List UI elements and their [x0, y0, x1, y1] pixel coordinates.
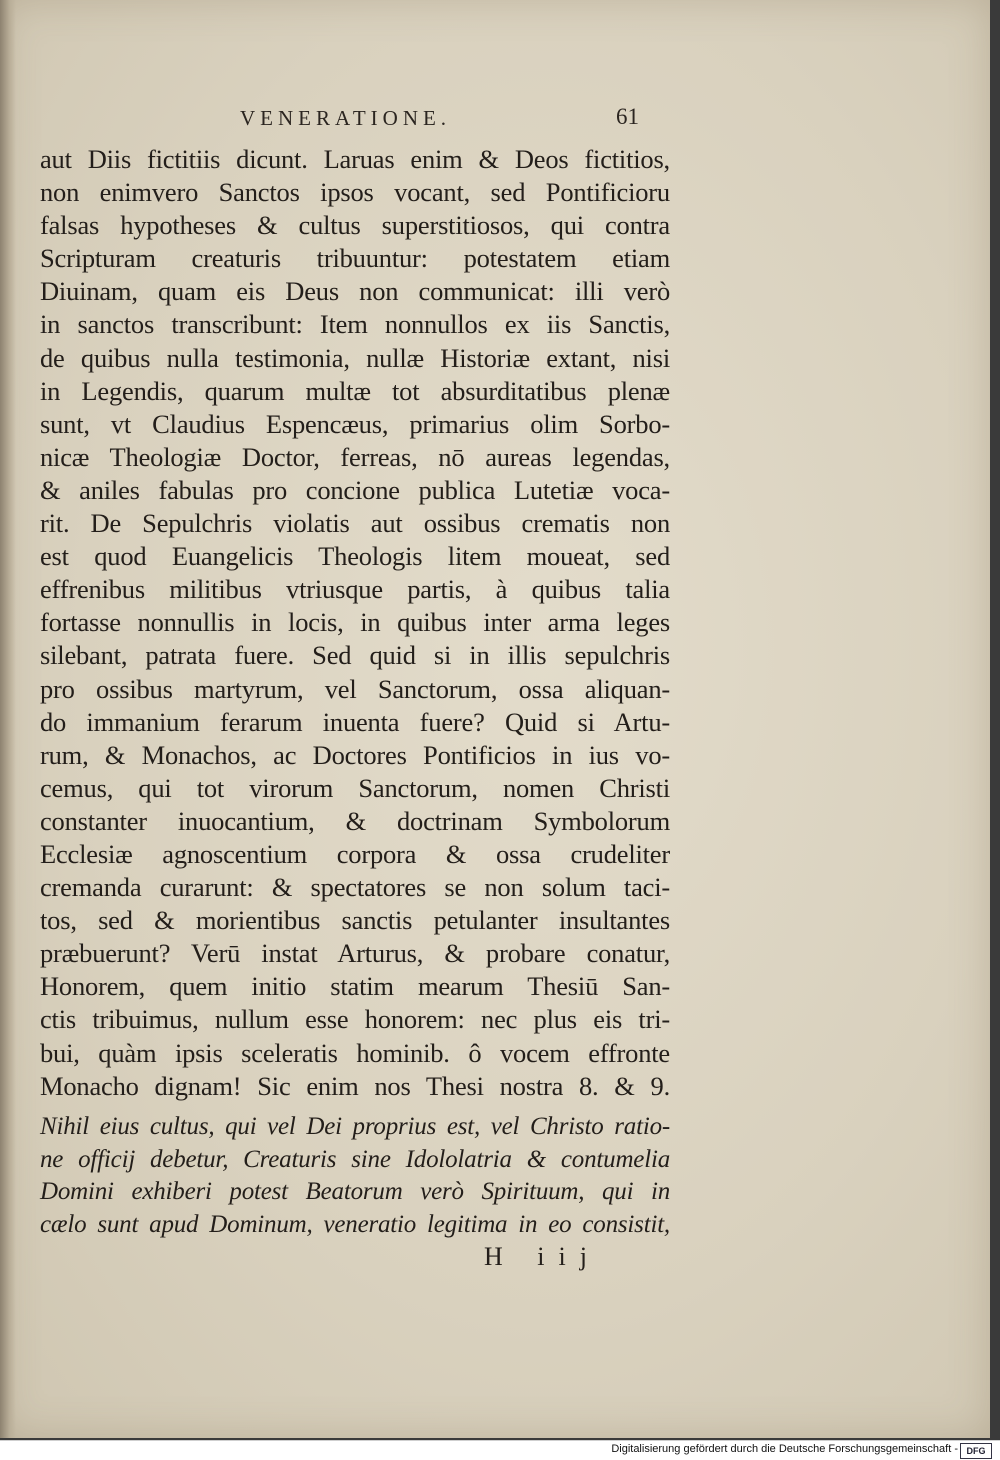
text-line: sunt, vt Claudius Espencæus, primarius olim Sorbo- — [40, 408, 670, 439]
italic-quotation — [40, 1111, 670, 1242]
text-line: falsas hypotheses & cultus superstitiosos, qui contra — [40, 210, 670, 241]
italic-line: Domini exhiberi potest Beatorum verò Spirituum, qui in — [40, 1178, 670, 1206]
dfg-logo: DFG — [960, 1443, 992, 1459]
text-line: Ecclesiæ agnoscentium corpora & ossa crudeliter — [40, 838, 670, 869]
text-line: tos, sed & morientibus sanctis petulanter insultantes — [40, 905, 670, 936]
body-text — [40, 143, 670, 1103]
footer-credit: Digitalisierung gefördert durch die Deutsche Forschungsgemeinschaft - — [611, 1443, 958, 1455]
text-line: Monacho dignam! Sic enim nos Thesi nostra 8. & 9. — [40, 1070, 670, 1101]
text-line: est quod Euangelicis Theologis litem moueat, sed — [40, 541, 670, 572]
footer-bar — [0, 1440, 1000, 1460]
text-line: effrenibus militibus vtriusque partis, à quibus talia — [40, 574, 670, 605]
text-line: in Legendis, quarum multæ tot absurditatibus plenæ — [40, 375, 670, 406]
italic-line: cælo sunt apud Dominum, veneratio legitima in eo consistit, — [40, 1211, 670, 1239]
text-line: & aniles fabulas pro concione publica Lutetiæ voca- — [40, 474, 670, 505]
text-line: constanter inuocantium, & doctrinam Symbolorum — [40, 805, 670, 836]
page-number: 61 — [616, 104, 639, 129]
text-line: pro ossibus martyrum, vel Sanctorum, ossa aliquan- — [40, 673, 670, 704]
text-line: cremanda curarunt: & spectatores se non solum taci- — [40, 872, 670, 903]
text-line: bui, quàm ipsis sceleratis hominib. ô vocem effronte — [40, 1037, 670, 1068]
text-line: in sanctos transcribunt: Item nonnullos ex iis Sanctis, — [40, 309, 670, 340]
text-line: ctis tribuimus, nullum esse honorem: nec plus eis tri- — [40, 1004, 670, 1035]
text-line: aut Diis fictitiis dicunt. Laruas enim & Deos fictitios, — [40, 144, 670, 174]
text-line: Honorem, quem initio statim mearum Thesiū San- — [40, 971, 670, 1002]
text-line: do immanium ferarum inuenta fuere? Quid si Artu- — [40, 706, 670, 737]
text-line: non enimvero Sanctos ipsos vocant, sed Pontificioru — [40, 177, 670, 208]
text-line: cemus, qui tot virorum Sanctorum, nomen Christi — [40, 772, 670, 803]
page-gutter — [0, 0, 16, 1438]
italic-line: Nihil eius cultus, qui vel Dei proprius est, vel Christo ratio- — [40, 1113, 670, 1140]
text-line: Scripturam creaturis tribuuntur: potestatem etiam — [40, 243, 670, 274]
text-line: præbuerunt? Verū instat Arturus, & probare conatur, — [40, 938, 670, 969]
text-line: rit. De Sepulchris violatis aut ossibus crematis non — [40, 508, 670, 539]
text-line: nicæ Theologiæ Doctor, ferreas, nō aureas legendas, — [40, 441, 670, 472]
signature-mark: H iij — [484, 1242, 601, 1271]
running-head: VENERATIONE. — [240, 106, 452, 130]
text-line: silebant, patrata fuere. Sed quid si in illis sepulchris — [40, 640, 670, 671]
text-line: fortasse nonnullis in locis, in quibus inter arma leges — [40, 607, 670, 638]
text-line: Diuinam, quam eis Deus non communicat: illi verò — [40, 276, 670, 307]
text-line: rum, & Monachos, ac Doctores Pontificios in ius vo- — [40, 739, 670, 770]
italic-line: ne officij debetur, Creaturis sine Idololatria & contumelia — [40, 1145, 670, 1173]
text-line: de quibus nulla testimonia, nullæ Historiæ extant, nisi — [40, 342, 670, 373]
